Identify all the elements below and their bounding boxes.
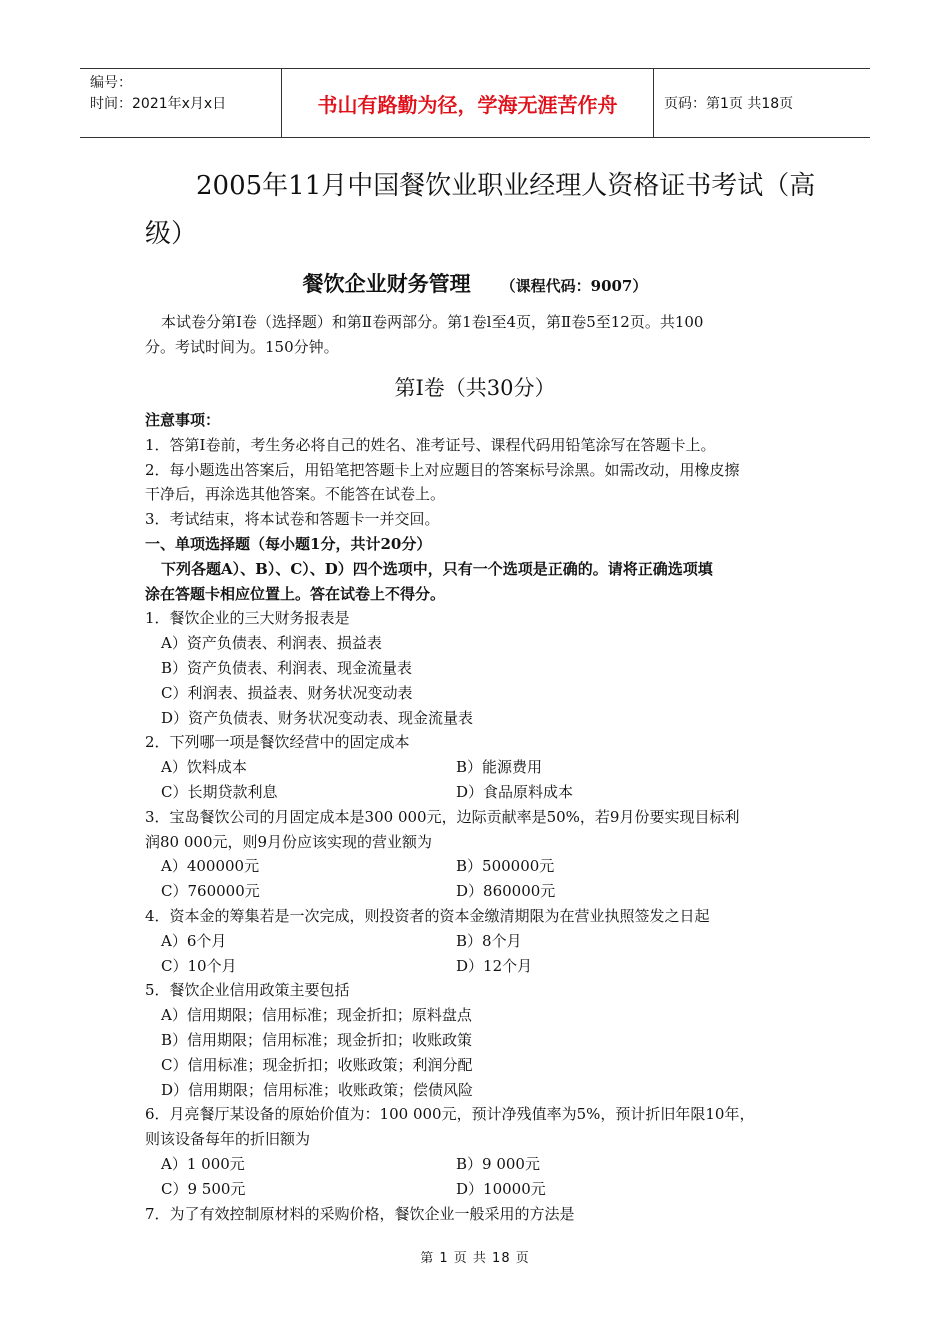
note-3: 3．考试结束，将本试卷和答题卡一并交回。 [145,510,440,529]
q4-option-a: A）6个月 [161,931,227,950]
header-meta [80,69,282,137]
part1-instruction-2: 涂在答题卡相应位置上。答在试卷上不得分。 [145,584,446,603]
question-2: 2．下列哪一项是餐饮经营中的固定成本 [145,733,410,752]
number-label: 编号： [90,75,132,91]
note-2b: 干净后，再涂选其他答案。不能答在试卷上。 [145,485,446,504]
notes-heading: 注意事项： [145,411,221,429]
exam-title-line2: 级） [145,219,198,249]
course-subtitle [0,268,950,298]
q4-option-b: B）8个月 [456,931,522,950]
q6-option-b: B）9 000元 [456,1154,540,1173]
question-6-line2: 则该设备每年的折旧额为 [145,1130,311,1149]
exam-title-line1: 2005年11月中国餐饮业职业经理人资格证书考试（高 [196,171,816,201]
q2-options-row1 [145,755,825,780]
question-1: 1．餐饮企业的三大财务报表是 [145,609,350,628]
question-6-line1: 6．月亮餐厅某设备的原始价值为：100 000元，预计净残值率为5%，预计折旧年限10年， [145,1105,755,1124]
q4-option-d: D）12个月 [456,956,533,975]
page-footer: 第 1 页 共 18 页 [420,1251,530,1266]
document-header [80,68,870,138]
q6-option-d: D）10000元 [456,1179,546,1198]
q4-options-row2 [145,954,825,979]
header-motto: 书山有路勤为径，学海无涯苦作舟 [282,69,654,137]
q3-options-row2 [145,879,825,904]
q2-options-row2 [145,780,825,805]
part1-heading: 一、单项选择题（每小题1分，共计20分） [145,534,432,553]
q2-option-a: A）饮料成本 [161,758,247,777]
q2-option-b: B）能源费用 [456,758,543,777]
q1-option-c: C）利润表、损益表、财务状况变动表 [161,683,413,702]
intro-line2: 分。考试时间为。150分钟。 [145,338,339,356]
q1-option-b: B）资产负债表、利润表、现金流量表 [161,658,413,677]
q6-options-row2 [145,1177,825,1202]
q4-options-row1 [145,929,825,954]
note-2a: 2．每小题选出答案后，用铅笔把答题卡上对应题目的答案标号涂黑。如需改动，用橡皮擦 [145,460,740,479]
q3-option-d: D）860000元 [456,882,556,901]
intro-line1: 本试卷分第Ⅰ卷（选择题）和第Ⅱ卷两部分。第1卷l至4页，第Ⅱ卷5至12页。共100 [161,313,704,331]
section-title: 第Ⅰ卷（共30分） [394,376,556,400]
course-code: （课程代码：9007） [500,277,648,295]
q5-option-a: A）信用期限；信用标准；现金折扣；原料盘点 [161,1006,472,1025]
question-4: 4．资本金的筹集若是一次完成，则投资者的资本金缴清期限为在营业执照签发之日起 [145,906,710,925]
q6-option-c: C）9 500元 [161,1179,246,1198]
question-7: 7．为了有效控制原材料的采购价格，餐饮企业一般采用的方法是 [145,1204,575,1223]
q5-option-d: D）信用期限；信用标准；收账政策；偿债风险 [161,1080,474,1099]
intro-paragraph [145,310,815,360]
exam-body [145,408,825,1226]
question-5: 5．餐饮企业信用政策主要包括 [145,981,350,1000]
time-label: 时间：2021年x月x日 [90,96,227,112]
question-3-line2: 润80 000元，则9月份应该实现的营业额为 [145,832,433,851]
q4-option-c: C）10个月 [161,956,237,975]
note-1: 1．答第Ⅰ卷前，考生务必将自己的姓名、准考证号、课程代码用铅笔涂写在答题卡上。 [145,435,716,454]
header-page-info: 页码：第1页 共18页 [664,96,794,112]
q1-option-d: D）资产负债表、财务状况变动表、现金流量表 [161,708,474,727]
q3-option-b: B）500000元 [456,857,555,876]
q3-option-a: A）400000元 [161,857,260,876]
q3-option-c: C）760000元 [161,882,260,901]
q3-options-row1 [145,854,825,879]
q2-option-c: C）长期贷款利息 [161,782,278,801]
q5-option-c: C）信用标准；现金折扣；收账政策；利润分配 [161,1055,473,1074]
q1-option-a: A）资产负债表、利润表、损益表 [161,634,382,653]
course-name: 餐饮企业财务管理 [302,271,471,296]
part1-instruction-1: 下列各题A）、B）、C）、D）四个选项中，只有一个选项是正确的。请将正确选项填 [161,559,713,578]
question-3-line1: 3．宝岛餐饮公司的月固定成本是300 000元，边际贡献率是50%，若9月份要实现目标利 [145,807,740,826]
q5-option-b: B）信用期限；信用标准；现金折扣；收账政策 [161,1030,473,1049]
q2-option-d: D）食品原料成本 [456,782,574,801]
q6-option-a: A）1 000元 [161,1154,245,1173]
q6-options-row1 [145,1152,825,1177]
